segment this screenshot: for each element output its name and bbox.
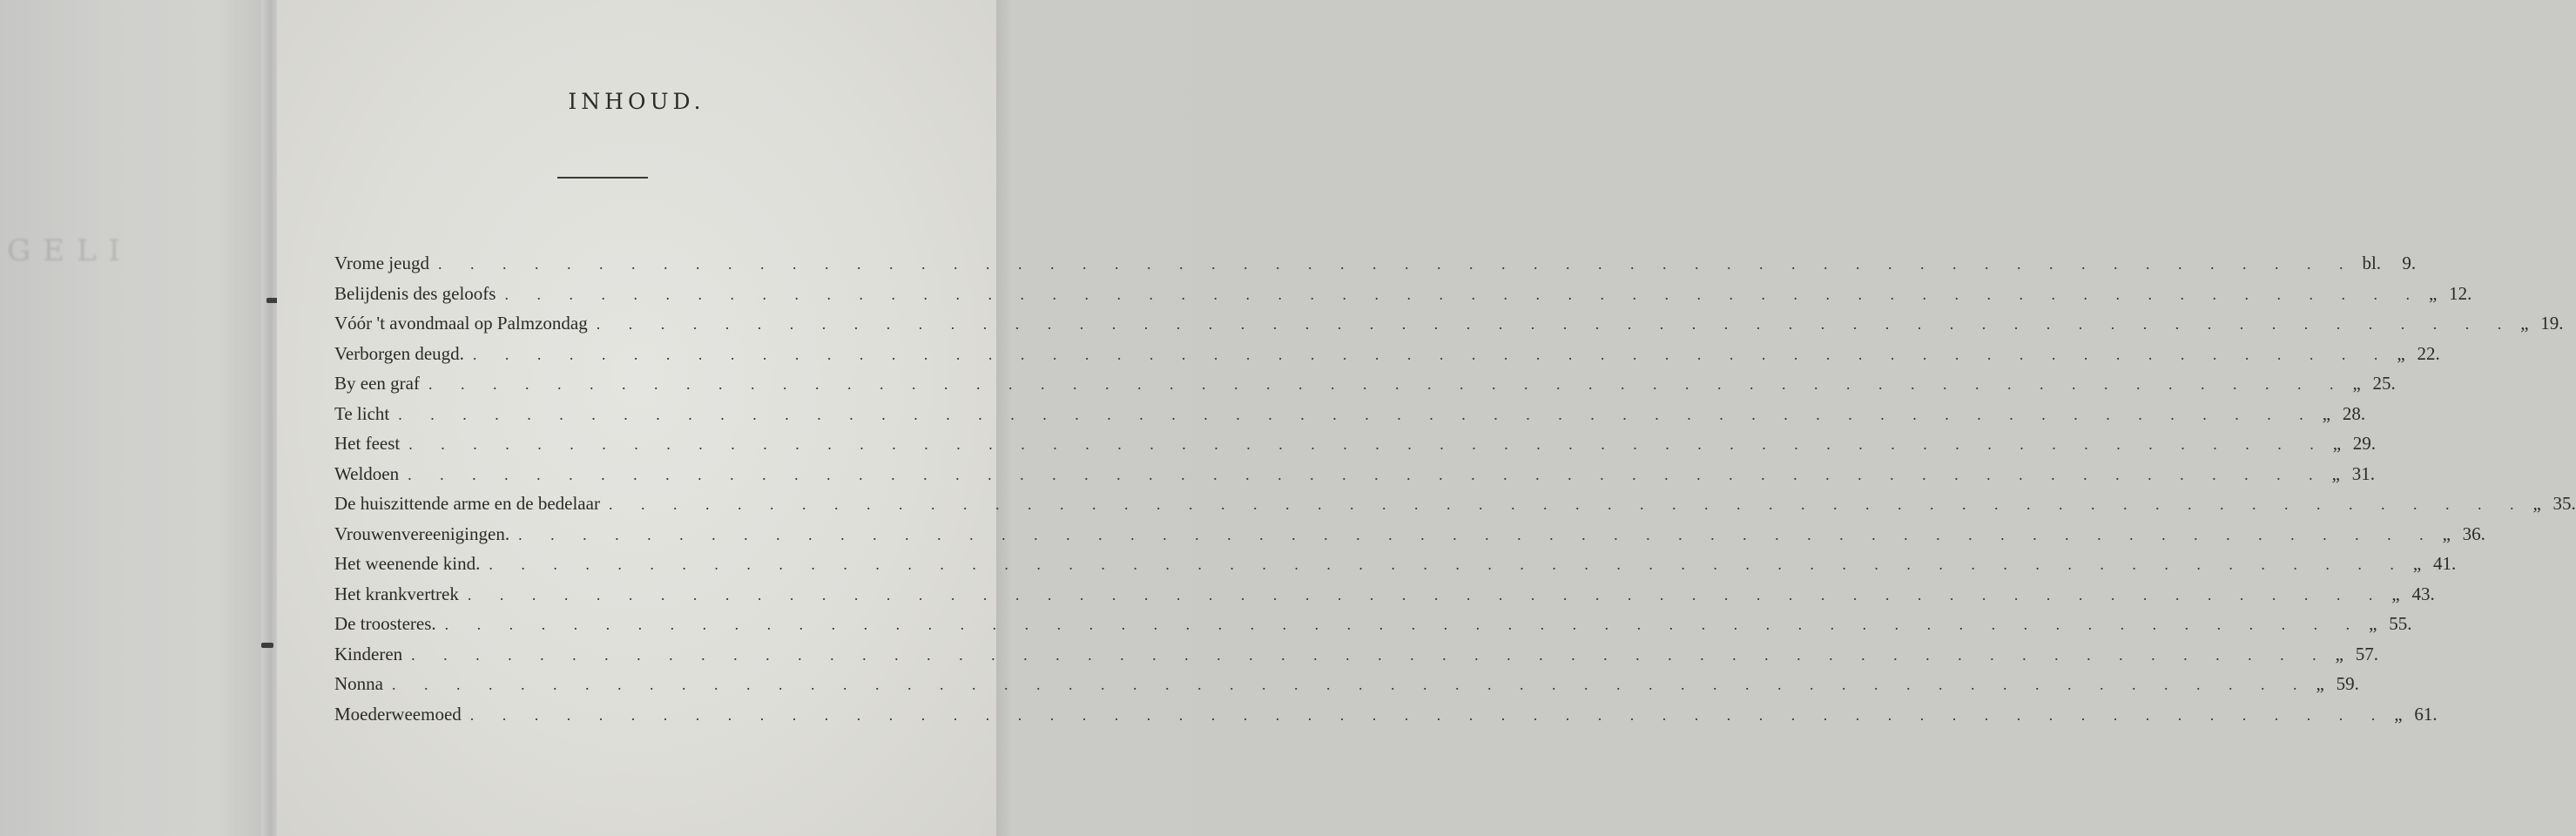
page-number: 9. — [2402, 253, 2417, 273]
title-rule — [557, 177, 648, 179]
dot-leader: . . . . . . . . . . . . . . . . . . . . . . . . . . . . . . . . . . . . . . . . . . . . . . . . . . . . . . . . . . . . — [408, 435, 2326, 453]
toc-entry-ref — [2422, 283, 2471, 305]
page-number: 28. — [2342, 402, 2366, 424]
toc-entry — [334, 253, 2417, 283]
page-prefix: „ — [2331, 462, 2340, 484]
page-number: 36. — [2462, 522, 2485, 544]
page-number: 41. — [2432, 553, 2457, 574]
page-number: 19. — [2540, 313, 2564, 334]
dot-leader: . . . . . . . . . . . . . . . . . . . . . . . . . . . . . . . . . . . . . . . . . . . . . . . . . . . . . . . . . . . . — [518, 525, 2436, 543]
toc-entry-title: Het krankvertrek — [334, 583, 459, 604]
left-page — [0, 0, 272, 836]
toc-entry — [334, 373, 2396, 403]
dot-leader: . . . . . . . . . . . . . . . . . . . . . . . . . . . . . . . . . . . . . . . . . . . . . . . . . . . . . . . . . . . . — [444, 616, 2363, 633]
toc-entry-ref — [2513, 313, 2563, 334]
toc-entry-ref — [2326, 433, 2376, 455]
toc-entry-title: De huiszittende arme en de bedelaar — [334, 493, 600, 514]
bleed-through-text: GELI — [7, 233, 132, 268]
page-prefix: „ — [2394, 703, 2403, 725]
toc-entry — [334, 522, 2485, 554]
toc-entry-title: Nonna — [334, 673, 383, 694]
page-number: 25. — [2372, 373, 2396, 394]
toc-entry — [334, 553, 2457, 583]
toc-entry-ref — [2355, 253, 2416, 274]
page-prefix: „ — [2322, 402, 2331, 424]
dot-leader: . . . . . . . . . . . . . . . . . . . . . . . . . . . . . . . . . . . . . . . . . . . . . . . . . . . . . . . . . . . . — [469, 705, 2388, 724]
page-number: 57. — [2355, 643, 2378, 664]
toc-entry-title: Vrouwenvereenigingen. — [334, 522, 510, 544]
dot-leader: . . . . . . . . . . . . . . . . . . . . . . . . . . . . . . . . . . . . . . . . . . . . . . . . . . . . . . . . . . . . — [392, 676, 2310, 693]
toc-entry-ref — [2384, 583, 2434, 605]
dot-leader: . . . . . . . . . . . . . . . . . . . . . . . . . . . . . . . . . . . . . . . . . . . . . . . . . . . . . . . . . . . . — [608, 496, 2526, 513]
page-prefix: „ — [2532, 493, 2541, 514]
toc-entry-title: Moederweemoed — [334, 703, 462, 725]
page-prefix: „ — [2412, 553, 2422, 574]
toc-entry — [334, 462, 2375, 494]
toc-entry — [334, 402, 2366, 434]
toc-entry-ref — [2310, 673, 2359, 695]
toc-entry — [334, 643, 2378, 674]
dot-leader: . . . . . . . . . . . . . . . . . . . . . . . . . . . . . . . . . . . . . . . . . . . . . . . . . . . . . . . . . . . . — [428, 375, 2346, 393]
toc-entry-ref — [2316, 403, 2365, 425]
page-prefix: „ — [2520, 313, 2529, 334]
toc-entry-ref — [2325, 463, 2375, 485]
page-number: 55. — [2389, 613, 2412, 634]
page-number: 61. — [2414, 703, 2438, 725]
toc-entry — [334, 703, 2438, 734]
toc-entry — [334, 493, 2576, 523]
toc-list — [334, 253, 2576, 733]
page-number: 29. — [2352, 433, 2377, 454]
toc-entry — [334, 433, 2377, 463]
dot-leader: . . . . . . . . . . . . . . . . . . . . . . . . . . . . . . . . . . . . . . . . . . . . . . . . . . . . . . . . . . . . — [408, 465, 2325, 483]
toc-entry-ref — [2345, 373, 2395, 394]
page-prefix: „ — [2332, 433, 2342, 454]
page-prefix: „ — [2369, 613, 2377, 634]
toc-entry-title: Belijdenis des geloofs — [334, 282, 496, 304]
toc-entry-ref — [2525, 493, 2575, 515]
dot-leader: . . . . . . . . . . . . . . . . . . . . . . . . . . . . . . . . . . . . . . . . . . . . . . . . . . . . . . . . . . . . — [437, 255, 2356, 273]
page-number: 59. — [2336, 673, 2359, 694]
toc-entry-title: De troosteres. — [334, 613, 436, 634]
dot-leader: . . . . . . . . . . . . . . . . . . . . . . . . . . . . . . . . . . . . . . . . . . . . . . . . . . . . . . . . . . . . — [489, 556, 2406, 573]
toc-entry-title: By een graf — [334, 373, 420, 394]
page-prefix: „ — [2316, 673, 2324, 694]
toc-entry-title: Te licht — [334, 402, 390, 424]
toc-entry — [334, 583, 2435, 614]
page-number: 43. — [2411, 583, 2435, 604]
toc-entry — [334, 613, 2412, 644]
page-prefix: „ — [2352, 373, 2361, 394]
toc-entry-title: Verborgen deugd. — [334, 342, 464, 364]
page-prefix: „ — [2335, 643, 2343, 664]
toc-entry — [334, 282, 2472, 314]
toc-entry-ref — [2387, 704, 2437, 725]
page-prefix: „ — [2391, 583, 2400, 604]
toc-entry-ref — [2390, 343, 2439, 365]
dot-leader: . . . . . . . . . . . . . . . . . . . . . . . . . . . . . . . . . . . . . . . . . . . . . . . . . . . . . . . . . . . . — [398, 405, 2316, 423]
page-prefix: „ — [2397, 342, 2405, 364]
toc-entry-ref — [2436, 523, 2485, 545]
page-number: 35. — [2552, 493, 2576, 514]
toc-entry — [334, 342, 2440, 374]
page-prefix: bl. — [2362, 253, 2382, 273]
toc-entry-ref — [2406, 553, 2456, 575]
dot-leader: . . . . . . . . . . . . . . . . . . . . . . . . . . . . . . . . . . . . . . . . . . . . . . . . . . . . . . . . . . . . — [467, 585, 2385, 603]
dot-leader: . . . . . . . . . . . . . . . . . . . . . . . . . . . . . . . . . . . . . . . . . . . . . . . . . . . . . . . . . . . . — [596, 315, 2514, 333]
page-number: 12. — [2449, 282, 2472, 304]
toc-entry-title: Het feest — [334, 433, 401, 454]
dot-leader: . . . . . . . . . . . . . . . . . . . . . . . . . . . . . . . . . . . . . . . . . . . . . . . . . . . . . . . . . . . . — [472, 345, 2391, 363]
staple-icon — [261, 643, 273, 648]
toc-entry-ref — [2362, 613, 2411, 635]
toc-entry-title: Vrome jeugd — [334, 253, 429, 273]
page-number: 22. — [2417, 342, 2440, 364]
page-prefix: „ — [2428, 282, 2438, 304]
dot-leader: . . . . . . . . . . . . . . . . . . . . . . . . . . . . . . . . . . . . . . . . . . . . . . . . . . . . . . . . . . . . — [504, 285, 2422, 303]
page-prefix: „ — [2442, 522, 2451, 544]
toc-entry-title: Kinderen — [334, 643, 403, 664]
toc-entry-ref — [2329, 644, 2378, 665]
toc-entry-title: Weldoen — [334, 462, 400, 484]
toc-entry-title: Vóór 't avondmaal op Palmzondag — [334, 313, 588, 334]
page-title: INHOUD. — [568, 89, 705, 114]
toc-entry-title: Het weenende kind. — [334, 553, 481, 574]
toc-entry — [334, 313, 2564, 343]
toc-entry — [334, 673, 2359, 704]
dot-leader: . . . . . . . . . . . . . . . . . . . . . . . . . . . . . . . . . . . . . . . . . . . . . . . . . . . . . . . . . . . . — [411, 645, 2329, 664]
page-number: 31. — [2351, 462, 2375, 484]
